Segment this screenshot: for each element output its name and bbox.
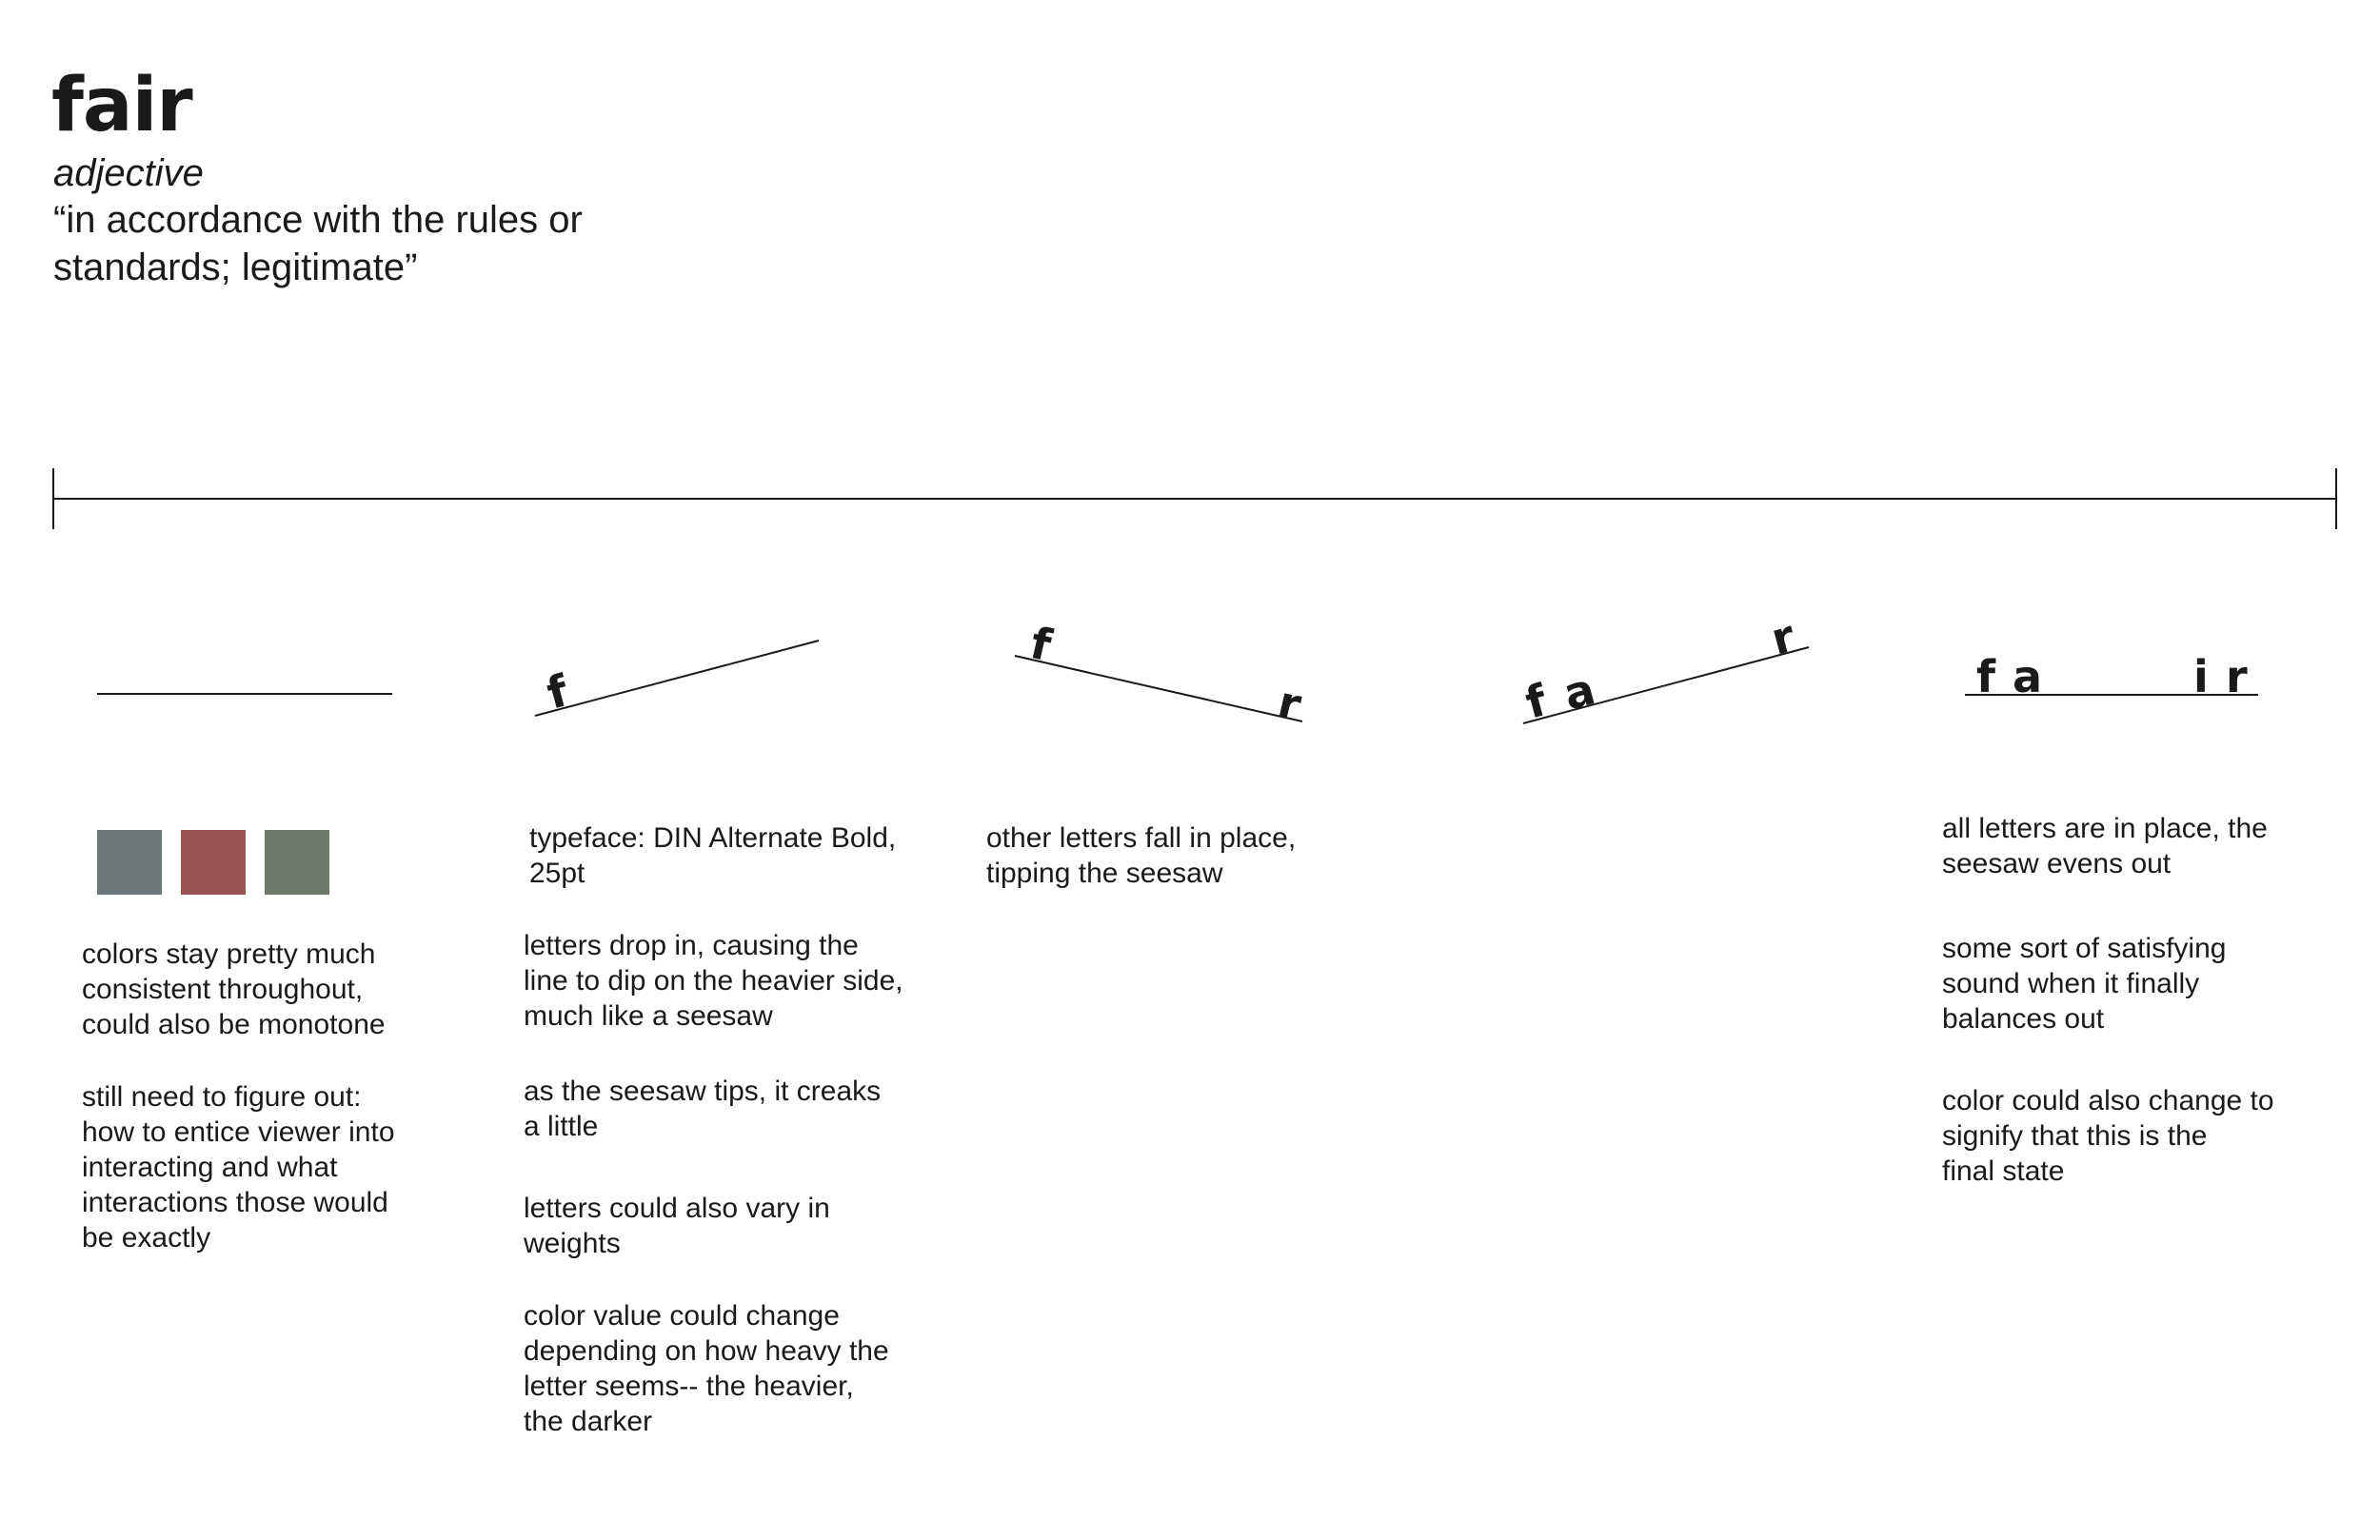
stage-letter: r: [2226, 651, 2248, 702]
part-of-speech: adjective: [53, 152, 204, 194]
stage-letter: i: [2193, 651, 2209, 702]
note-color-value: color value could change depending on how heavy the letter seems-- the heavier, the darker: [524, 1300, 889, 1437]
note-satisfying-sound: some sort of satisfying sound when it finally balances out: [1942, 933, 2227, 1035]
stage-letter: r: [1765, 609, 1800, 665]
note-typeface: typeface: DIN Alternate Bold, 25pt: [529, 822, 897, 889]
stage-letter: r: [1273, 676, 1306, 731]
note-letter-weights: letters could also vary in weights: [524, 1193, 830, 1259]
stage-5-f-a-i-r: [1965, 651, 2258, 702]
stage-4-f-a-r: [1520, 610, 1809, 729]
note-letters-fall: other letters fall in place, tipping the seesaw: [986, 822, 1297, 889]
stage-letter: f: [541, 664, 574, 720]
note-letters-in-place: all letters are in place, the seesaw evens out: [1942, 813, 2268, 879]
stage-letter: f: [1519, 674, 1553, 729]
stage-letter: f: [1976, 651, 1996, 702]
note-colors: colors stay pretty much consistent throughout, could also be monotone: [82, 938, 386, 1040]
color-swatch-green: [265, 830, 329, 895]
note-seesaw-creaks: as the seesaw tips, it creaks a little: [524, 1076, 882, 1142]
seesaw-line: [535, 641, 819, 716]
stage-3-f-r: [1015, 617, 1306, 731]
note-final-color: color could also change to signify that this is the final state: [1942, 1085, 2274, 1187]
word-title: fair: [51, 63, 192, 148]
stage-letter: a: [2013, 651, 2043, 702]
stage-letter: f: [1025, 617, 1057, 672]
stage-2-f: [535, 641, 819, 720]
definition: “in accordance with the rules or standards; legitimate”: [53, 199, 583, 288]
seesaw-line: [1015, 656, 1302, 721]
stage-letter: a: [1557, 662, 1600, 721]
color-swatch-slate: [97, 830, 162, 895]
note-letters-drop: letters drop in, causing the line to dip on the heavier side, much like a seesaw: [524, 930, 903, 1032]
color-swatch-red: [181, 830, 246, 895]
note-todo: still need to figure out: how to entice viewer into interacting and what interactions those would be exactly: [82, 1081, 395, 1254]
